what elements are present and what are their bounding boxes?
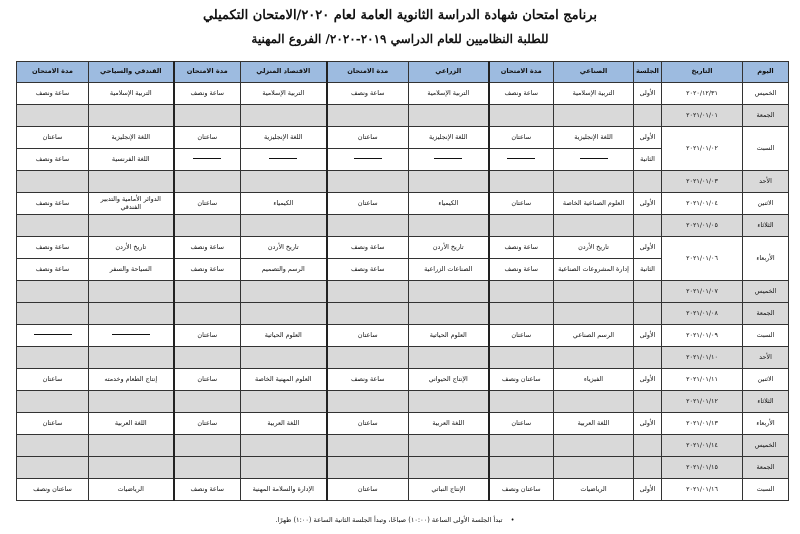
subject-cell: اللغة الإنجليزية <box>409 127 489 149</box>
footer-note-text: تبدأ الجلسة الأولى الساعة (١٠:٠٠) صباحًا، وتبدأ الجلسة الثانية الساعة (١:٠٠) ظهرًا. <box>275 516 503 524</box>
empty-cell <box>174 215 241 237</box>
empty-cell <box>554 435 634 457</box>
duration-cell: ساعة ونصف <box>174 479 241 501</box>
duration-cell: ساعتان <box>174 369 241 391</box>
duration-cell: ساعتان ونصف <box>489 369 554 391</box>
duration-cell: ساعتان <box>327 193 409 215</box>
subject-cell: إنتاج الطعام وخدمته <box>89 369 174 391</box>
empty-cell <box>241 215 327 237</box>
date-cell: ٢٠٢١/٠١/٠٣ <box>662 171 743 193</box>
subject-cell: التربية الإسلامية <box>554 83 634 105</box>
empty-cell <box>327 435 409 457</box>
session-cell: الأولى <box>634 369 662 391</box>
col-header-day: اليوم <box>743 62 789 83</box>
empty-cell <box>89 171 174 193</box>
duration-cell: ساعتان <box>489 193 554 215</box>
session-cell: الثانية <box>634 149 662 171</box>
empty-cell <box>241 281 327 303</box>
subject-cell: التربية الإسلامية <box>409 83 489 105</box>
page-title: برنامج امتحان شهادة الدراسة الثانوية العامة لعام ٢٠٢٠/الامتحان التكميلي <box>202 8 598 23</box>
table-row-off-day <box>17 303 789 325</box>
session-cell: الأولى <box>634 325 662 347</box>
subject-cell: اللغة الإنجليزية <box>89 127 174 149</box>
duration-cell: ساعتان <box>489 127 554 149</box>
empty-cell <box>241 171 327 193</box>
empty-cell <box>327 347 409 369</box>
empty-cell <box>554 347 634 369</box>
session-cell: الأولى <box>634 479 662 501</box>
table-row <box>17 83 789 105</box>
empty-cell <box>241 105 327 127</box>
empty-cell <box>489 105 554 127</box>
subject-cell: العلوم الحياتية <box>241 325 327 347</box>
duration-cell: ساعتان <box>174 127 241 149</box>
date-cell: ٢٠٢١/٠١/٠٦ <box>662 237 743 281</box>
duration-cell: ساعتان <box>17 369 89 391</box>
day-cell: الجمعة <box>743 303 789 325</box>
duration-cell: ساعة ونصف <box>17 149 89 171</box>
subject-cell: الرسم والتصميم <box>241 259 327 281</box>
empty-cell <box>17 171 89 193</box>
table-row-off-day <box>17 457 789 479</box>
duration-cell: ساعتان <box>327 479 409 501</box>
empty-cell <box>554 171 634 193</box>
duration-cell: ساعة ونصف <box>489 237 554 259</box>
dash-line <box>354 158 382 159</box>
empty-cell <box>409 171 489 193</box>
subject-cell: الرسم الصناعي <box>554 325 634 347</box>
footer-note <box>0 516 790 524</box>
empty-cell <box>174 457 241 479</box>
empty-cell <box>634 347 662 369</box>
duration-cell: ساعتان <box>489 413 554 435</box>
day-cell: السبت <box>743 479 789 501</box>
subject-cell: التربية الإسلامية <box>89 83 174 105</box>
duration-cell: ساعتان <box>327 127 409 149</box>
table-row-off-day <box>17 347 789 369</box>
duration-cell: ساعة ونصف <box>174 83 241 105</box>
subject-cell: تاريخ الأردن <box>409 237 489 259</box>
date-cell: ٢٠٢١/٠١/١٣ <box>662 413 743 435</box>
empty-cell <box>489 303 554 325</box>
col-header-duration-home-economics: مدة الامتحان <box>174 62 241 83</box>
not-applicable-dash <box>327 149 409 171</box>
subject-cell: الصناعات الزراعية <box>409 259 489 281</box>
empty-cell <box>327 105 409 127</box>
col-header-duration-hotel-tourism: مدة الامتحان <box>17 62 89 83</box>
day-cell: الثلاثاء <box>743 391 789 413</box>
day-cell: الخميس <box>743 435 789 457</box>
date-cell: ٢٠٢١/٠١/١٤ <box>662 435 743 457</box>
session-cell: الأولى <box>634 237 662 259</box>
empty-cell <box>89 347 174 369</box>
duration-cell: ساعة ونصف <box>489 83 554 105</box>
day-cell: الأربعاء <box>743 237 789 281</box>
table-row <box>17 193 789 215</box>
date-cell: ٢٠٢١/٠١/٠٧ <box>662 281 743 303</box>
empty-cell <box>174 303 241 325</box>
table-row-off-day <box>17 105 789 127</box>
session-cell: الثانية <box>634 259 662 281</box>
date-cell: ٢٠٢٠/١٢/٣١ <box>662 83 743 105</box>
empty-cell <box>489 171 554 193</box>
not-applicable-dash <box>489 149 554 171</box>
col-header-hotel-tourism: الفندقي والسياحي <box>89 62 174 83</box>
day-cell: الخميس <box>743 281 789 303</box>
empty-cell <box>174 391 241 413</box>
duration-cell: ساعة ونصف <box>17 193 89 215</box>
empty-cell <box>634 391 662 413</box>
duration-cell: ساعة ونصف <box>489 259 554 281</box>
empty-cell <box>17 303 89 325</box>
date-cell: ٢٠٢١/٠١/٠٤ <box>662 193 743 215</box>
subject-cell: اللغة الإنجليزية <box>554 127 634 149</box>
subject-cell: الإدارة والسلامة المهنية <box>241 479 327 501</box>
table-body <box>17 83 789 501</box>
empty-cell <box>634 171 662 193</box>
empty-cell <box>89 391 174 413</box>
not-applicable-dash <box>174 149 241 171</box>
subject-cell: الرياضيات <box>89 479 174 501</box>
empty-cell <box>17 391 89 413</box>
empty-cell <box>489 281 554 303</box>
date-cell: ٢٠٢١/٠١/١٠ <box>662 347 743 369</box>
table-row-off-day <box>17 391 789 413</box>
duration-cell: ساعتان <box>489 325 554 347</box>
subject-cell: الإنتاج النباتي <box>409 479 489 501</box>
empty-cell <box>174 105 241 127</box>
empty-cell <box>634 215 662 237</box>
subject-cell: اللغة العربية <box>554 413 634 435</box>
empty-cell <box>241 347 327 369</box>
empty-cell <box>174 435 241 457</box>
duration-cell: ساعتان <box>174 413 241 435</box>
empty-cell <box>241 435 327 457</box>
not-applicable-dash <box>409 149 489 171</box>
subject-cell: اللغة العربية <box>241 413 327 435</box>
empty-cell <box>327 171 409 193</box>
duration-cell: ساعتان <box>17 127 89 149</box>
session-cell: الأولى <box>634 127 662 149</box>
subject-cell: التربية الإسلامية <box>241 83 327 105</box>
col-header-agricultural: الزراعي <box>409 62 489 83</box>
subject-cell: الإنتاج الحيواني <box>409 369 489 391</box>
empty-cell <box>634 435 662 457</box>
subject-cell: اللغة الفرنسية <box>89 149 174 171</box>
subject-cell: العلوم المهنية الخاصة <box>241 369 327 391</box>
subject-cell: الرياضيات <box>554 479 634 501</box>
empty-cell <box>409 105 489 127</box>
duration-cell: ساعة ونصف <box>327 259 409 281</box>
col-header-duration-industrial: مدة الامتحان <box>489 62 554 83</box>
duration-cell: ساعتان <box>174 193 241 215</box>
subject-cell: اللغة العربية <box>89 413 174 435</box>
subject-cell: اللغة الإنجليزية <box>241 127 327 149</box>
session-cell: الأولى <box>634 193 662 215</box>
day-cell: الثلاثاء <box>743 215 789 237</box>
empty-cell <box>174 281 241 303</box>
day-cell: الجمعة <box>743 105 789 127</box>
table-row <box>17 413 789 435</box>
empty-cell <box>327 303 409 325</box>
subject-cell: اللغة العربية <box>409 413 489 435</box>
not-applicable-dash <box>241 149 327 171</box>
not-applicable-dash <box>17 325 89 347</box>
date-cell: ٢٠٢١/٠١/٠٥ <box>662 215 743 237</box>
duration-cell: ساعة ونصف <box>174 237 241 259</box>
empty-cell <box>554 105 634 127</box>
empty-cell <box>17 457 89 479</box>
session-cell: الأولى <box>634 83 662 105</box>
subject-cell: إدارة المشروعات الصناعية <box>554 259 634 281</box>
table-row <box>17 479 789 501</box>
day-cell: الاثنين <box>743 193 789 215</box>
subject-cell: العلوم الحياتية <box>409 325 489 347</box>
empty-cell <box>89 281 174 303</box>
empty-cell <box>409 435 489 457</box>
duration-cell: ساعة ونصف <box>327 83 409 105</box>
table-row-off-day <box>17 281 789 303</box>
empty-cell <box>89 435 174 457</box>
empty-cell <box>174 347 241 369</box>
empty-cell <box>409 281 489 303</box>
col-header-date: التاريخ <box>662 62 743 83</box>
empty-cell <box>554 391 634 413</box>
duration-cell: ساعة ونصف <box>17 259 89 281</box>
dash-line <box>112 334 150 335</box>
day-cell: الجمعة <box>743 457 789 479</box>
day-cell: الأربعاء <box>743 413 789 435</box>
day-cell: السبت <box>743 325 789 347</box>
empty-cell <box>241 303 327 325</box>
duration-cell: ساعتان ونصف <box>489 479 554 501</box>
dash-line <box>580 158 608 159</box>
day-cell: الأحد <box>743 347 789 369</box>
empty-cell <box>174 171 241 193</box>
subject-cell: الكيمياء <box>409 193 489 215</box>
col-header-duration-agricultural: مدة الامتحان <box>327 62 409 83</box>
duration-cell: ساعتان <box>174 325 241 347</box>
day-cell: الأحد <box>743 171 789 193</box>
duration-cell: ساعة ونصف <box>327 237 409 259</box>
duration-cell: ساعة ونصف <box>174 259 241 281</box>
not-applicable-dash <box>89 325 174 347</box>
duration-cell: ساعتان <box>327 325 409 347</box>
duration-cell: ساعة ونصف <box>17 237 89 259</box>
empty-cell <box>634 105 662 127</box>
dash-line <box>34 334 72 335</box>
session-cell: الأولى <box>634 413 662 435</box>
not-applicable-dash <box>554 149 634 171</box>
subject-cell: تاريخ الأردن <box>89 237 174 259</box>
date-cell: ٢٠٢١/٠١/١١ <box>662 369 743 391</box>
empty-cell <box>489 391 554 413</box>
day-cell: الخميس <box>743 83 789 105</box>
table-row-off-day <box>17 171 789 193</box>
exam-schedule-table <box>16 61 789 501</box>
empty-cell <box>327 215 409 237</box>
empty-cell <box>241 457 327 479</box>
date-cell: ٢٠٢١/٠١/١٢ <box>662 391 743 413</box>
dash-line <box>507 158 535 159</box>
subject-cell: تاريخ الأردن <box>554 237 634 259</box>
subject-cell: الكيمياء <box>241 193 327 215</box>
duration-cell: ساعة ونصف <box>17 83 89 105</box>
empty-cell <box>17 215 89 237</box>
empty-cell <box>554 281 634 303</box>
col-header-session: الجلسة <box>634 62 662 83</box>
page-subtitle: للطلبة النظاميين للعام الدراسي ٢٠١٩-٢٠٢٠/ الفروع المهنية <box>251 32 549 46</box>
empty-cell <box>489 347 554 369</box>
subject-cell: تاريخ الأردن <box>241 237 327 259</box>
day-cell: السبت <box>743 127 789 171</box>
date-cell: ٢٠٢١/٠١/١٦ <box>662 479 743 501</box>
empty-cell <box>489 215 554 237</box>
empty-cell <box>241 391 327 413</box>
date-cell: ٢٠٢١/٠١/٠٨ <box>662 303 743 325</box>
subject-cell: الفيزياء <box>554 369 634 391</box>
empty-cell <box>17 281 89 303</box>
table-row-off-day <box>17 435 789 457</box>
date-cell: ٢٠٢١/٠١/١٥ <box>662 457 743 479</box>
empty-cell <box>634 303 662 325</box>
empty-cell <box>409 303 489 325</box>
duration-cell: ساعتان ونصف <box>17 479 89 501</box>
empty-cell <box>17 347 89 369</box>
subject-cell: السياحة والسفر <box>89 259 174 281</box>
dash-line <box>269 158 297 159</box>
table-header-row <box>17 62 789 83</box>
empty-cell <box>489 457 554 479</box>
empty-cell <box>634 281 662 303</box>
empty-cell <box>327 391 409 413</box>
bullet-icon: • <box>510 516 515 524</box>
empty-cell <box>327 281 409 303</box>
empty-cell <box>17 105 89 127</box>
empty-cell <box>554 457 634 479</box>
dash-line <box>193 158 221 159</box>
day-cell: الاثنين <box>743 369 789 391</box>
empty-cell <box>554 215 634 237</box>
empty-cell <box>89 303 174 325</box>
empty-cell <box>489 435 554 457</box>
date-cell: ٢٠٢١/٠١/٠٢ <box>662 127 743 171</box>
subject-cell: الدوائر الأمامية والتدبير الفندقي <box>89 193 174 215</box>
subject-cell: العلوم الصناعية الخاصة <box>554 193 634 215</box>
date-cell: ٢٠٢١/٠١/٠٩ <box>662 325 743 347</box>
duration-cell: ساعتان <box>17 413 89 435</box>
date-cell: ٢٠٢١/٠١/٠١ <box>662 105 743 127</box>
table-row <box>17 325 789 347</box>
empty-cell <box>89 105 174 127</box>
empty-cell <box>89 215 174 237</box>
empty-cell <box>17 435 89 457</box>
empty-cell <box>409 457 489 479</box>
col-header-industrial: الصناعي <box>554 62 634 83</box>
table-row-off-day <box>17 215 789 237</box>
empty-cell <box>409 391 489 413</box>
dash-line <box>434 158 462 159</box>
empty-cell <box>89 457 174 479</box>
table-row <box>17 369 789 391</box>
empty-cell <box>634 457 662 479</box>
empty-cell <box>409 347 489 369</box>
table-row <box>17 127 789 149</box>
duration-cell: ساعتان <box>327 413 409 435</box>
empty-cell <box>409 215 489 237</box>
duration-cell: ساعة ونصف <box>327 369 409 391</box>
table-row <box>17 237 789 259</box>
col-header-home-economics: الاقتصاد المنزلي <box>241 62 327 83</box>
empty-cell <box>554 303 634 325</box>
empty-cell <box>327 457 409 479</box>
